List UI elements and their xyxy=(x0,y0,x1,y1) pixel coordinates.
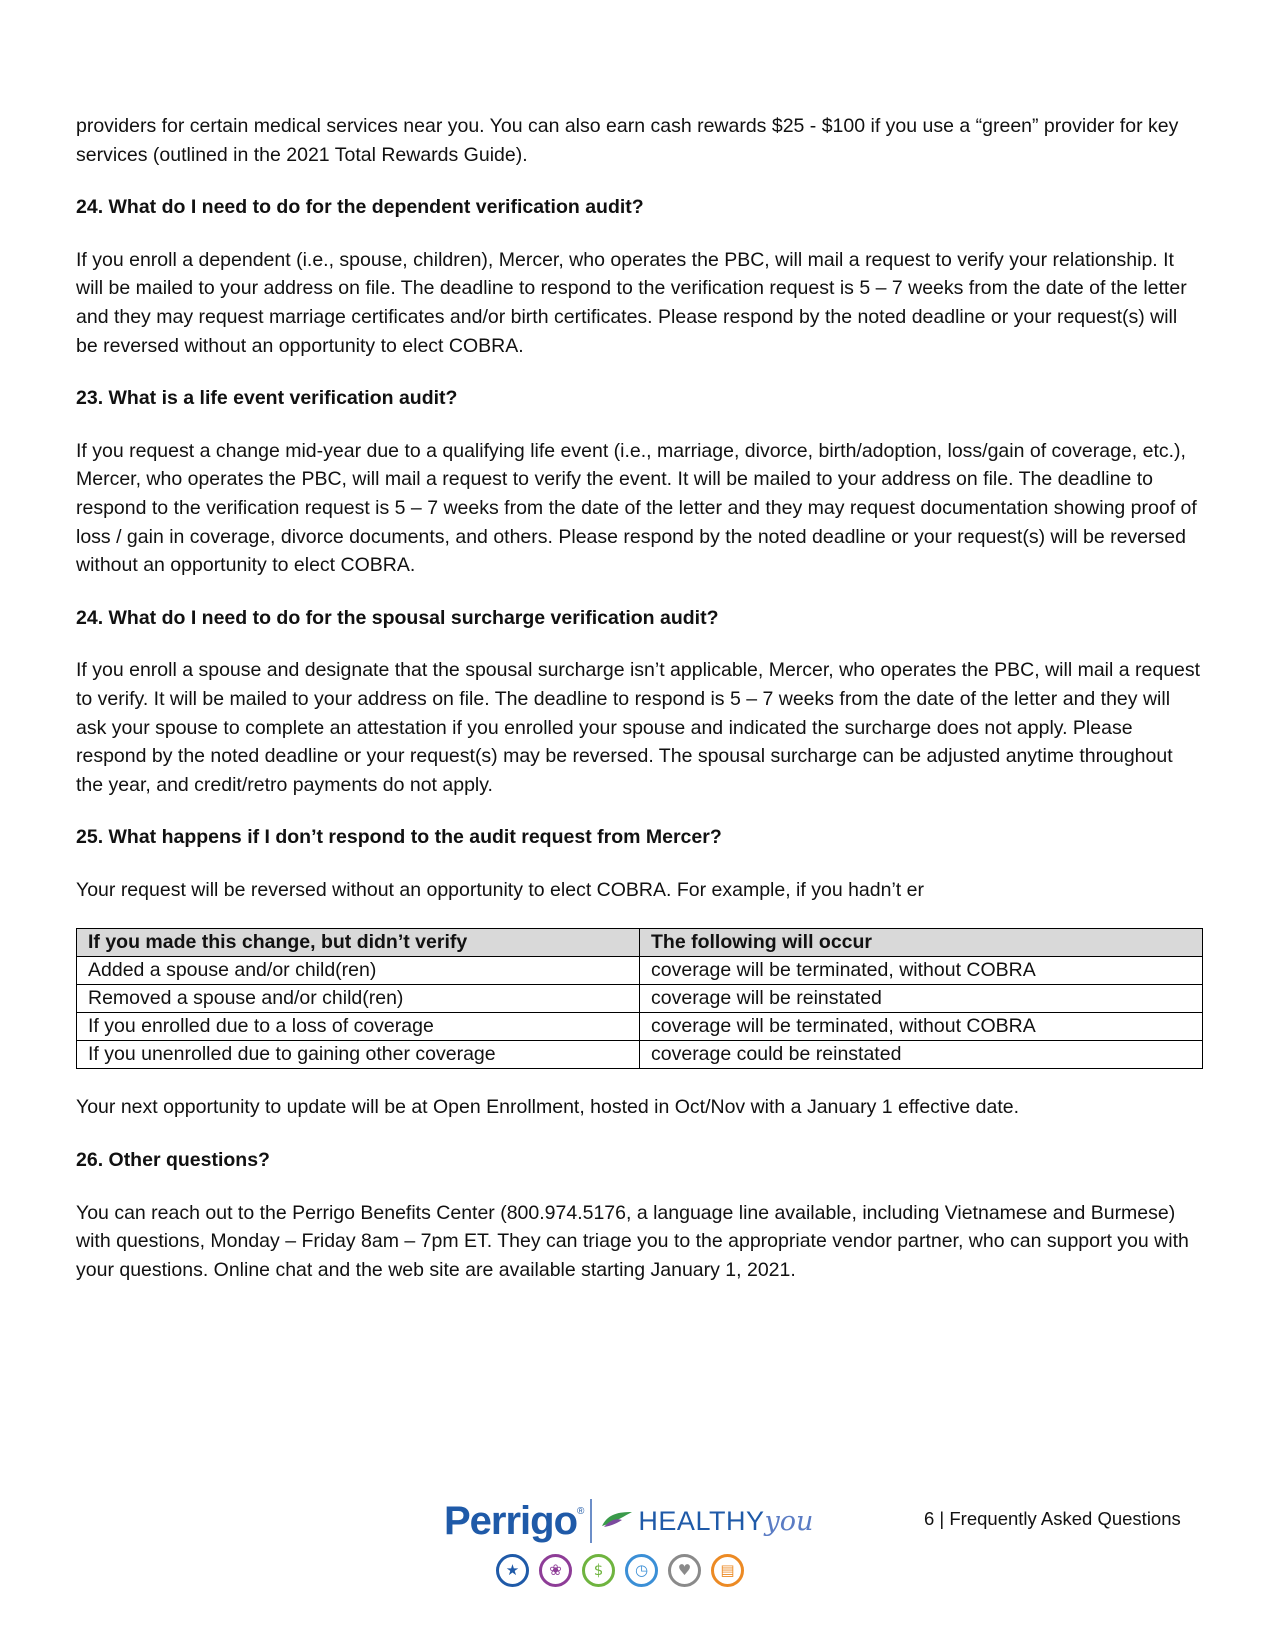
question-26-answer: You can reach out to the Perrigo Benefits Center (800.974.5176, a language line available, including Vietnamese and Burmese) with questions, Monday – Friday 8am – 7pm ET. They can triage you to the appropriate vendor partner, who can support you with your questions. Online chat and the web site are available starting January 1, 2021. xyxy=(76,1201,1189,1281)
table-header-row xyxy=(77,929,1203,957)
document-body xyxy=(76,112,1204,1284)
intro-paragraph: providers for certain medical services near you. You can also earn cash rewards $25 - $100 if you use a “green” provider for key services (outlined in the 2021 Total Rewards Guide). xyxy=(76,115,1179,166)
question-24a-heading: 24. What do I need to do for the dependent verification audit? xyxy=(76,196,644,219)
clock-icon: ◷ xyxy=(625,1554,658,1587)
registered-mark: ® xyxy=(577,1505,585,1517)
question-24b-answer: If you enroll a spouse and designate that the spousal surcharge isn’t applicable, Mercer, who operates the PBC, will mail a request to verify. It will be mailed to your address on file. The deadline to respond is 5 – 7 weeks from the date of the letter and they will ask your spouse to complete an attestation if you enrolled your spouse and indicated the surcharge does not apply. Please respond by the noted deadline or your request(s) may be reversed. The spousal surcharge can be adjusted anytime throughout the year, and credit/retro payments do not apply. xyxy=(76,659,1201,796)
logo-wordmark xyxy=(444,1494,813,1548)
question-25-answer: Your request will be reversed without an opportunity to elect COBRA. For example, if you hadn’t er xyxy=(76,878,924,901)
table-row xyxy=(77,985,1203,1013)
meditation-icon: ❀ xyxy=(539,1554,572,1587)
after-table-paragraph: Your next opportunity to update will be at Open Enrollment, hosted in Oct/Nov with a January 1 effective date. xyxy=(76,1096,1020,1119)
book-icon: ▤ xyxy=(711,1554,744,1587)
question-26-heading: 26. Other questions? xyxy=(76,1149,270,1172)
wellness-icon-row xyxy=(496,1554,744,1587)
table-row xyxy=(77,957,1203,985)
table-row xyxy=(77,1041,1203,1069)
question-25-heading: 25. What happens if I don’t respond to the audit request from Mercer? xyxy=(76,826,722,849)
table-header-outcome: The following will occur xyxy=(640,929,1203,957)
perrigo-healthy-you-logo xyxy=(444,1494,814,1604)
table-cell-change: Added a spouse and/or child(ren) xyxy=(77,957,640,985)
logo-healthy-text: HEALTHY xyxy=(638,1505,765,1536)
table-cell-outcome: coverage will be terminated, without COBRA xyxy=(640,1013,1203,1041)
logo-divider xyxy=(590,1499,592,1543)
table-cell-change: If you enrolled due to a loss of coverage xyxy=(77,1013,640,1041)
money-icon: $ xyxy=(582,1554,615,1587)
table-cell-outcome: coverage will be reinstated xyxy=(640,985,1203,1013)
table-cell-outcome: coverage could be reinstated xyxy=(640,1041,1203,1069)
page-footer-label: 6 | Frequently Asked Questions xyxy=(924,1508,1181,1529)
handshake-icon: ♥ xyxy=(668,1554,701,1587)
leaf-icon xyxy=(600,1508,634,1535)
question-24b-heading: 24. What do I need to do for the spousal surcharge verification audit? xyxy=(76,606,719,629)
running-icon: ★ xyxy=(496,1554,529,1587)
table-cell-change: If you unenrolled due to gaining other coverage xyxy=(77,1041,640,1069)
logo-perrigo-text: Perrigo xyxy=(444,1498,578,1543)
verification-outcome-table xyxy=(76,928,1203,1069)
question-23-heading: 23. What is a life event verification audit? xyxy=(76,387,458,410)
table-cell-outcome: coverage will be terminated, without COBRA xyxy=(640,957,1203,985)
table-row xyxy=(77,1013,1203,1041)
question-24a-answer: If you enroll a dependent (i.e., spouse, children), Mercer, who operates the PBC, will mail a request to verify your relationship. It will be mailed to your address on file. The deadline to respond to the verification request is 5 – 7 weeks from the date of the letter and they may request marriage certificates and/or birth certificates. Please respond by the noted deadline or your request(s) will be reversed without an opportunity to elect COBRA. xyxy=(76,248,1187,357)
table-cell-change: Removed a spouse and/or child(ren) xyxy=(77,985,640,1013)
question-23-answer: If you request a change mid-year due to a qualifying life event (i.e., marriage, divorce, birth/adoption, loss/gain of coverage, etc.), Mercer, who operates the PBC, will mail a request to verify the event. It will be mailed to your address on file. The deadline to respond to the verification request is 5 – 7 weeks from the date of the letter and they may request documentation showing proof of loss / gain in coverage, divorce documents, and others. Please respond by the noted deadline or your request(s) will be reversed without an opportunity to elect COBRA. xyxy=(76,439,1197,577)
logo-you-text: you xyxy=(764,1505,814,1537)
table-header-change: If you made this change, but didn’t verify xyxy=(77,929,640,957)
